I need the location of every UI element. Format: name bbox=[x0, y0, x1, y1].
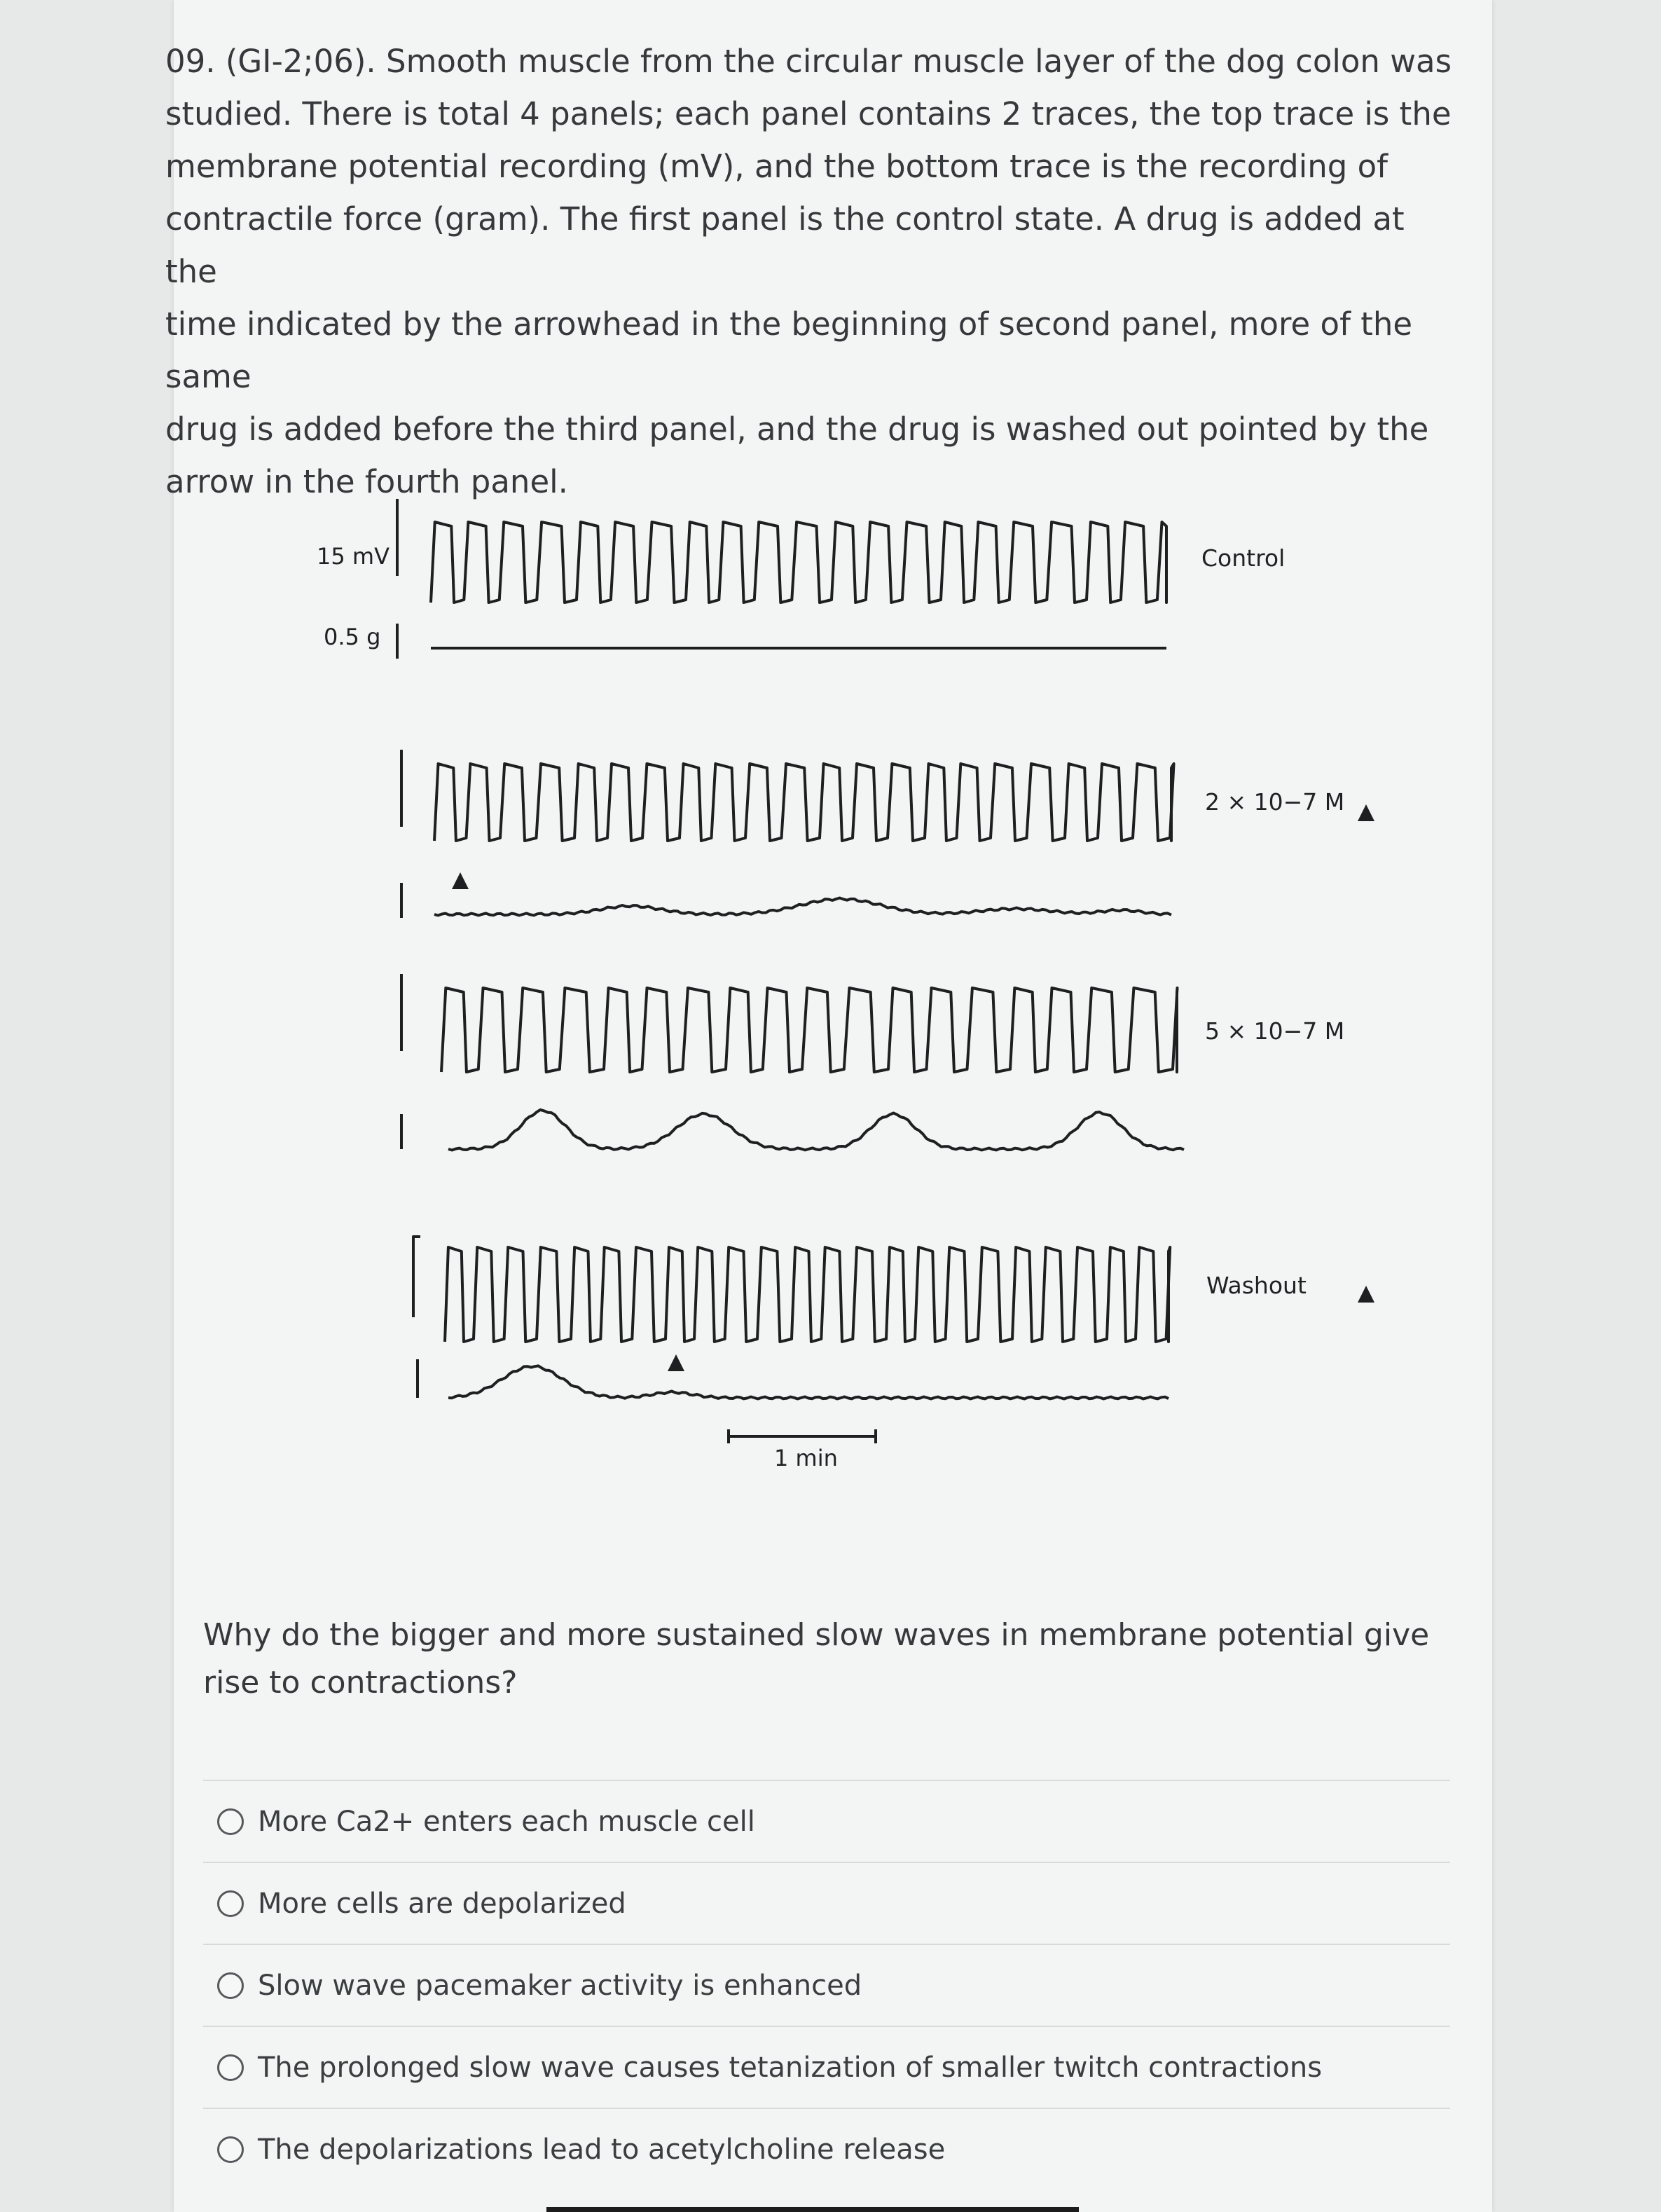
force-trace-dose2 bbox=[448, 1110, 1184, 1150]
force-trace-washout bbox=[448, 1366, 1169, 1399]
option-label: More cells are depolarized bbox=[258, 1887, 626, 1920]
bottom-divider bbox=[546, 2207, 1079, 2212]
arrowhead-icon bbox=[1358, 804, 1374, 821]
answer-options bbox=[203, 1780, 1450, 2190]
membrane-trace-dose2 bbox=[441, 988, 1178, 1072]
radio-button[interactable] bbox=[217, 1972, 244, 1999]
question-line: membrane potential recording (mV), and the bottom trace is the recording of bbox=[165, 148, 1388, 185]
option-label: More Ca2+ enters each muscle cell bbox=[258, 1805, 755, 1838]
radio-button[interactable] bbox=[217, 2054, 244, 2081]
question-line: time indicated by the arrowhead in the beginning of second panel, more of the same bbox=[165, 305, 1413, 395]
question-prompt: Why do the bigger and more sustained slow waves in membrane potential give rise to contractions? bbox=[203, 1617, 1430, 1701]
radio-button[interactable] bbox=[217, 1808, 244, 1835]
panel-label-washout: Washout bbox=[1206, 1272, 1307, 1299]
radio-button[interactable] bbox=[217, 2136, 244, 2163]
option-label: Slow wave pacemaker activity is enhanced bbox=[258, 1969, 862, 2002]
membrane-trace-dose1 bbox=[434, 764, 1174, 841]
panel-label-control: Control bbox=[1201, 544, 1286, 572]
membrane-trace-washout bbox=[445, 1247, 1170, 1342]
time-scale-label: 1 min bbox=[774, 1445, 838, 1471]
option-pacemaker-enhanced[interactable] bbox=[203, 1944, 1450, 2026]
option-more-cells-depolarized[interactable] bbox=[203, 1862, 1450, 1944]
radio-button[interactable] bbox=[217, 1890, 244, 1917]
force-trace-dose1 bbox=[434, 898, 1171, 916]
panel-label-dose2: 5 × 10−7 M bbox=[1205, 1017, 1345, 1045]
option-more-ca-entry[interactable] bbox=[203, 1780, 1450, 1862]
membrane-trace-control bbox=[431, 522, 1166, 603]
option-label: The prolonged slow wave causes tetanization of smaller twitch contractions bbox=[258, 2051, 1323, 2084]
option-acetylcholine-release[interactable] bbox=[203, 2108, 1450, 2190]
panel-label-dose1: 2 × 10−7 M bbox=[1205, 788, 1345, 816]
option-tetanization[interactable] bbox=[203, 2026, 1450, 2108]
arrowhead-icon bbox=[1358, 1286, 1374, 1303]
drug-added-arrowhead-icon bbox=[452, 872, 469, 889]
question-line: 09. (GI-2;06). Smooth muscle from the circular muscle layer of the dog colon was bbox=[165, 43, 1452, 80]
question-line: drug is added before the third panel, and the drug is washed out pointed by the bbox=[165, 411, 1429, 448]
mv-scale-bar-4 bbox=[413, 1237, 420, 1317]
question-line: contractile force (gram). The first panel is the control state. A drug is added at the bbox=[165, 200, 1405, 290]
question-line: studied. There is total 4 panels; each panel contains 2 traces, the top trace is the bbox=[165, 95, 1452, 132]
g-scale-label: 0.5 g bbox=[324, 624, 381, 650]
washout-arrowhead-icon bbox=[668, 1354, 684, 1371]
mv-scale-label: 15 mV bbox=[317, 543, 390, 570]
question-line: arrow in the fourth panel. bbox=[165, 463, 568, 500]
option-label: The depolarizations lead to acetylcholine release bbox=[258, 2133, 946, 2166]
